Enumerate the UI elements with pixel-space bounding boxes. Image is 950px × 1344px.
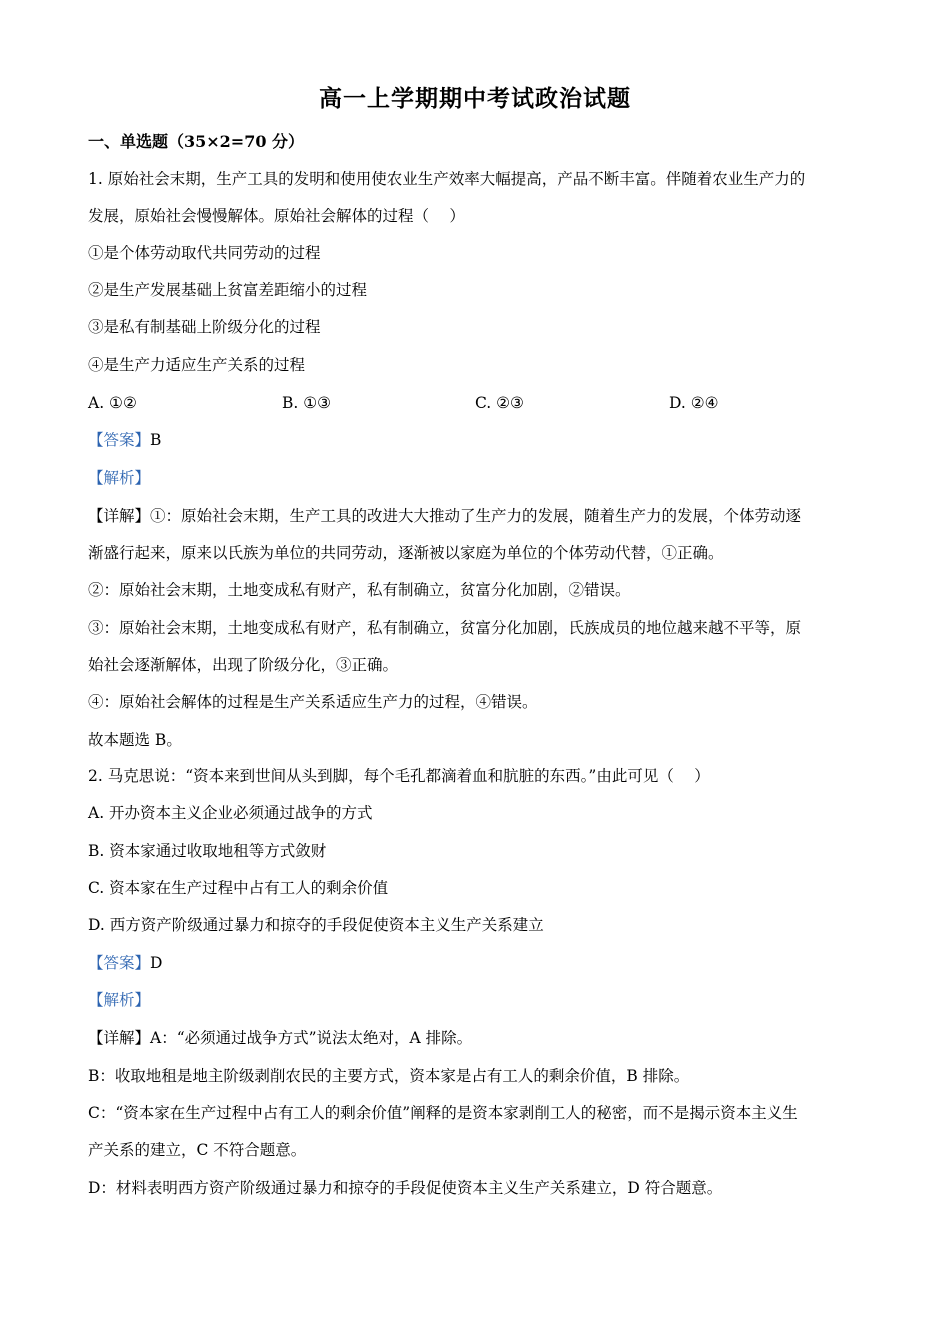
q1-stem-line-1: 1. 原始社会末期，生产工具的发明和使用使农业生产效率大幅提高，产品不断丰富。伴随着农业生产力的 xyxy=(88,170,806,188)
q2-detail-tag: 【详解】 xyxy=(88,1029,151,1047)
q1-option-b: B. ①③ xyxy=(282,394,332,412)
q1-answer-value: B xyxy=(150,431,162,449)
q1-answer xyxy=(88,428,878,452)
q2-detail-line-1 xyxy=(88,1026,878,1050)
q1-stem-line-2: 发展，原始社会慢慢解体。原始社会解体的过程（ ） xyxy=(88,207,465,225)
q1-option-a: A. ①② xyxy=(88,394,137,412)
q2-stem: 2. 马克思说：“资本来到世间从头到脚，每个毛孔都滴着血和肮脏的东西。”由此可见（ ） xyxy=(88,767,710,785)
q2-answer xyxy=(88,951,878,975)
q1-option-c: C. ②③ xyxy=(475,394,524,412)
q1-detail-line-4: ③：原始社会末期，土地变成私有财产，私有制确立，贫富分化加剧，氏族成员的地位越来越不平等，原 xyxy=(88,619,802,637)
q1-detail-line-1 xyxy=(88,504,878,528)
q1-detail-line-6: ④：原始社会解体的过程是生产关系适应生产力的过程，④错误。 xyxy=(88,693,538,711)
q1-conclusion: 故本题选 B。 xyxy=(88,731,182,749)
q2-detail-text-1: A：“必须通过战争方式”说法太绝对，A 排除。 xyxy=(150,1029,473,1047)
q1-detail-text-1: ①：原始社会末期，生产工具的改进大大推动了生产力的发展，随着生产力的发展，个体劳动逐 xyxy=(150,507,802,525)
q2-option-c: C. 资本家在生产过程中占有工人的剩余价值 xyxy=(88,879,389,897)
q1-detail-line-5: 始社会逐渐解体，出现了阶级分化，③正确。 xyxy=(88,656,399,674)
q2-detail-line-2: B：收取地租是地主阶级剥削农民的主要方式，资本家是占有工人的剩余价值，B 排除。 xyxy=(88,1067,690,1085)
q2-detail-line-4: 产关系的建立，C 不符合题意。 xyxy=(88,1141,307,1159)
q2-analysis-tag: 【解析】 xyxy=(88,991,151,1009)
q2-option-b: B. 资本家通过收取地租等方式敛财 xyxy=(88,842,327,860)
q2-answer-value: D xyxy=(150,954,163,972)
q1-item-2: ②是生产发展基础上贫富差距缩小的过程 xyxy=(88,281,368,299)
q2-detail-line-5: D：材料表明西方资产阶级通过暴力和掠夺的手段促使资本主义生产关系建立，D 符合题意。 xyxy=(88,1179,723,1197)
q1-answer-tag: 【答案】 xyxy=(88,431,151,449)
q1-detail-line-3: ②：原始社会末期，土地变成私有财产，私有制确立，贫富分化加剧，②错误。 xyxy=(88,581,631,599)
q2-detail-line-3: C：“资本家在生产过程中占有工人的剩余价值”阐释的是资本家剥削工人的秘密，而不是揭示资本主义生 xyxy=(88,1104,798,1122)
page-title: 高一上学期期中考试政治试题 xyxy=(319,85,631,112)
q2-answer-tag: 【答案】 xyxy=(88,954,151,972)
q1-item-1: ①是个体劳动取代共同劳动的过程 xyxy=(88,244,321,262)
q2-option-d: D. 西方资产阶级通过暴力和掠夺的手段促使资本主义生产关系建立 xyxy=(88,916,544,934)
q2-option-a: A. 开办资本主义企业必须通过战争的方式 xyxy=(88,804,373,822)
q1-item-3: ③是私有制基础上阶级分化的过程 xyxy=(88,318,321,336)
q1-detail-tag: 【详解】 xyxy=(88,507,151,525)
section-heading: 一、单选题（35×2=70 分） xyxy=(88,132,305,151)
q1-item-4: ④是生产力适应生产关系的过程 xyxy=(88,356,306,374)
q1-option-d: D. ②④ xyxy=(669,394,719,412)
q1-detail-line-2: 渐盛行起来，原来以氏族为单位的共同劳动，逐渐被以家庭为单位的个体劳动代替，①正确。 xyxy=(88,544,724,562)
q1-analysis-tag: 【解析】 xyxy=(88,469,151,487)
